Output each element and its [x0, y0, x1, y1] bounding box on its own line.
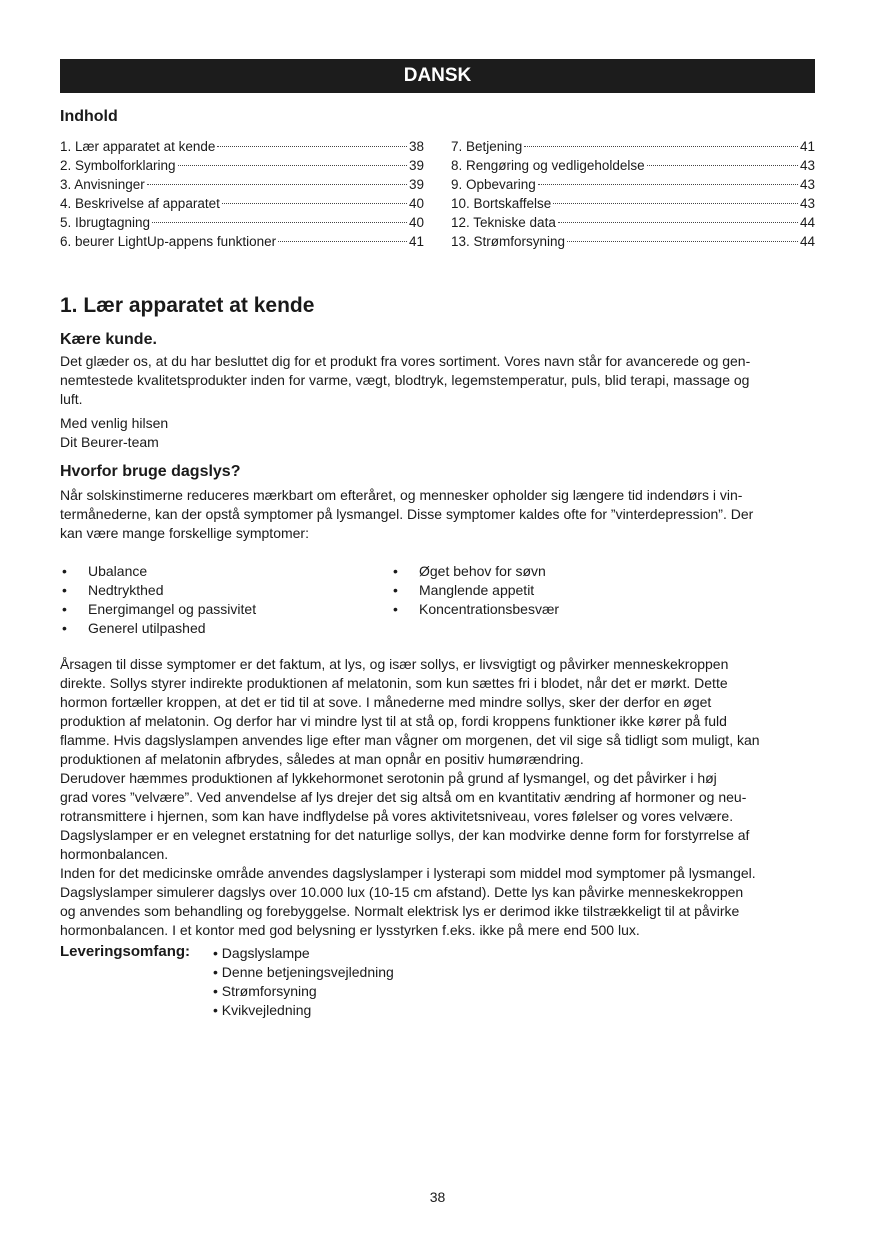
toc-entry-label: 10. Bortskaffelse — [451, 196, 552, 211]
text-line: termånederne, kan der opstå symptomer på lysmangel. Disse symptomer kaldes ofte for ”vinterdepression”. Der — [60, 506, 754, 522]
toc-entry — [60, 156, 424, 175]
toc-entry — [451, 232, 815, 251]
text-line: produktionen af melatonin afbrydes, således at man opnår en positiv humørændring. — [60, 751, 584, 767]
toc-entry-label: 7. Betjening — [451, 139, 523, 154]
toc-entry — [451, 175, 815, 194]
language-banner: DANSK — [60, 59, 815, 93]
symptom-item — [60, 562, 256, 581]
symptom-text: Generel utilpashed — [88, 620, 206, 636]
toc-right-column — [451, 137, 815, 251]
text-line: Inden for det medicinske område anvendes dagslyslamper i lysterapi som middel mod symptomer på lysmangel. — [60, 865, 756, 881]
toc-entry-label: 12. Tekniske data — [451, 215, 556, 230]
symptoms-list-right — [391, 562, 559, 619]
text-line: Derudover hæmmes produktionen af lykkehormonet serotonin på grund af lysmangel, og det påvirker i høj — [60, 770, 717, 786]
delivery-item: • Kvikvejledning — [213, 1002, 312, 1018]
toc-entry-page: 43 — [799, 158, 815, 173]
bullet-icon: • — [62, 601, 67, 617]
toc-leader-dots — [647, 165, 798, 166]
why-daylight-paragraph — [60, 486, 820, 543]
toc-leader-dots — [538, 184, 798, 185]
text-line: Dagslyslamper simulerer dagslys over 10.000 lux (10-15 cm afstand). Dette lys kan påvirke menneskekroppen — [60, 884, 744, 900]
toc-entry-label: 13. Strømforsyning — [451, 234, 566, 249]
delivery-list — [213, 944, 394, 1020]
delivery-label: Leveringsomfang: — [60, 943, 191, 960]
symptom-text: Koncentrationsbesvær — [419, 601, 560, 617]
toc-entry — [60, 137, 424, 156]
text-line: Det glæder os, at du har besluttet dig for et produkt fra vores sortiment. Vores navn står for avancerede og gen- — [60, 353, 751, 369]
toc-entry-label: 8. Rengøring og vedligeholdelse — [451, 158, 645, 173]
toc-entry — [451, 156, 815, 175]
text-line: flamme. Hvis dagslyslampen anvendes lige efter man vågner om morgenen, det vil sige så tidligt som muligt, kan — [60, 732, 760, 748]
symptom-item — [391, 600, 559, 619]
toc-entry — [451, 194, 815, 213]
bullet-icon: • — [393, 582, 398, 598]
text-line: grad vores ”velvære”. Ved anvendelse af lys drejer det sig altså om en kvantitativ ændring af hormoner og neu- — [60, 789, 747, 805]
greeting-heading: Kære kunde. — [60, 331, 157, 348]
toc-entry — [60, 194, 424, 213]
bullet-icon: • — [393, 563, 398, 579]
text-line: Når solskinstimerne reduceres mærkbart om efteråret, og mennesker opholder sig længere tid indendørs i vin- — [60, 487, 743, 503]
toc-leader-dots — [524, 146, 798, 147]
toc-entry-page: 43 — [799, 177, 815, 192]
symptom-text: Nedtrykthed — [88, 582, 164, 598]
toc-entry-label: 3. Anvisninger — [60, 177, 145, 192]
why-daylight-heading: Hvorfor bruge dagslys? — [60, 463, 241, 480]
delivery-item: • Dagslyslampe — [213, 945, 310, 961]
toc-entry-page: 39 — [408, 177, 424, 192]
toc-entry-label: 4. Beskrivelse af apparatet — [60, 196, 220, 211]
text-line: direkte. Sollys styrer indirekte produktionen af melatonin, som kun sættes fri i blodet, når det er mørkt. Dette — [60, 675, 728, 691]
text-line: luft. — [60, 391, 83, 407]
toc-leader-dots — [147, 184, 407, 185]
toc-entry-label: 6. beurer LightUp-appens funktioner — [60, 234, 277, 249]
page-number: 38 — [429, 1189, 446, 1205]
delivery-item: • Denne betjeningsvejledning — [213, 964, 394, 980]
toc-entry-page: 43 — [799, 196, 815, 211]
toc-entry-page: 41 — [799, 139, 815, 154]
text-line: og anvendes som behandling og forebyggelse. Normalt elektrisk lys er derimod ikke tilstrækkeligt til at påvirke — [60, 903, 740, 919]
greeting-paragraph — [60, 352, 820, 409]
text-line: rotransmittere i hjernen, som kan have indflydelse på vores aktivitetsniveau, vores følelser og vores velvære. — [60, 808, 734, 824]
symptom-text: Ubalance — [88, 563, 148, 579]
toc-leader-dots — [278, 241, 407, 242]
delivery-item: • Strømforsyning — [213, 983, 317, 999]
toc-entry — [60, 175, 424, 194]
symptom-text: Manglende appetit — [419, 582, 535, 598]
toc-entry — [60, 213, 424, 232]
section-title: 1. Lær apparatet at kende — [60, 294, 315, 317]
toc-entry-label: 9. Opbevaring — [451, 177, 536, 192]
toc-leader-dots — [553, 203, 798, 204]
toc-left-column — [60, 137, 424, 251]
toc-entry-page: 41 — [408, 234, 424, 249]
toc-entry-page: 40 — [408, 196, 424, 211]
bullet-icon: • — [62, 620, 67, 636]
symptom-item — [391, 562, 559, 581]
toc-entry-label: 5. Ibrugtagning — [60, 215, 151, 230]
symptom-item — [60, 619, 256, 638]
toc-entry-label: 1. Lær apparatet at kende — [60, 139, 216, 154]
toc-entry-page: 44 — [799, 234, 815, 249]
bullet-icon: • — [62, 563, 67, 579]
text-line: hormon fortæller kroppen, at det er tid til at sove. I månederne med mindre sollys, sker der derfor en øget — [60, 694, 712, 710]
toc-entry-label: 2. Symbolforklaring — [60, 158, 176, 173]
signoff — [60, 414, 820, 452]
text-line: nemtestede kvalitetsprodukter inden for varme, vægt, blodtryk, legemstemperatur, puls, blid terapi, massage og — [60, 372, 750, 388]
text-line: Dagslyslamper er en velegnet erstatning for det naturlige sollys, der kan modvirke denne form for forstyrrelse af — [60, 827, 750, 843]
toc-entry — [451, 137, 815, 156]
text-line: Årsagen til disse symptomer er det faktum, at lys, og især sollys, er livsvigtigt og påvirker menneskekroppen — [60, 656, 729, 672]
toc-leader-dots — [558, 222, 798, 223]
symptom-item — [60, 581, 256, 600]
text-line: Med venlig hilsen — [60, 415, 169, 431]
toc-leader-dots — [217, 146, 407, 147]
contents-heading: Indhold — [60, 108, 118, 125]
toc-entry-page: 38 — [408, 139, 424, 154]
toc-leader-dots — [567, 241, 798, 242]
symptom-item — [60, 600, 256, 619]
symptom-text: Energimangel og passivitet — [88, 601, 257, 617]
bullet-icon: • — [393, 601, 398, 617]
symptom-text: Øget behov for søvn — [419, 563, 546, 579]
toc-leader-dots — [152, 222, 407, 223]
toc-entry — [451, 213, 815, 232]
text-line: produktion af melatonin. Og derfor har vi mindre lyst til at stå op, fordi kroppens funktioner ikke kører på fuld — [60, 713, 727, 729]
toc-entry — [60, 232, 424, 251]
toc-leader-dots — [222, 203, 407, 204]
toc-leader-dots — [178, 165, 407, 166]
toc-entry-page: 39 — [408, 158, 424, 173]
symptom-item — [391, 581, 559, 600]
body-paragraph — [60, 655, 820, 940]
text-line: Dit Beurer-team — [60, 434, 159, 450]
toc-entry-page: 44 — [799, 215, 815, 230]
bullet-icon: • — [62, 582, 67, 598]
text-line: kan være mange forskellige symptomer: — [60, 525, 309, 541]
toc-entry-page: 40 — [408, 215, 424, 230]
text-line: hormonbalancen. — [60, 846, 169, 862]
text-line: hormonbalancen. I et kontor med god belysning er lysstyrken f.eks. ikke på mere end 500 lux. — [60, 922, 640, 938]
symptoms-list-left — [60, 562, 256, 638]
